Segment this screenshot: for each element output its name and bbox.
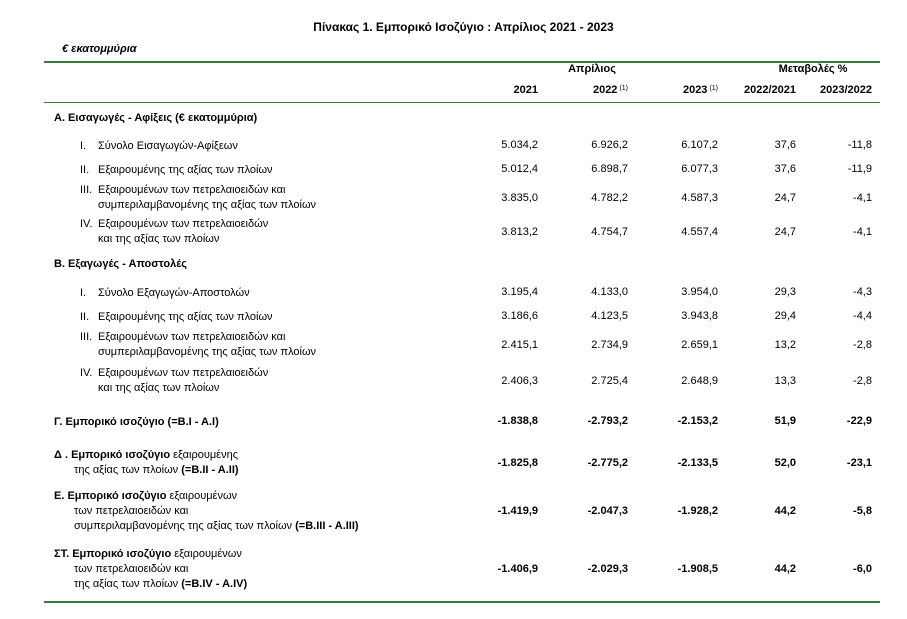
change-2022-2021: 24,7 — [774, 192, 796, 204]
value-2021: 3.195,4 — [501, 286, 538, 298]
row-number: III. — [80, 331, 93, 343]
bottom-rule — [44, 601, 880, 603]
value-2023: -2.153,2 — [677, 415, 718, 427]
balance-label-line3 — [54, 520, 359, 532]
row-label — [80, 183, 316, 213]
value-2023: 2.648,9 — [681, 375, 718, 387]
value-2022: -2.029,3 — [587, 563, 628, 575]
row-label-line1: Εξαιρουμένης της αξίας των πλοίων — [98, 311, 273, 323]
footnote-mark: (1) — [709, 85, 718, 92]
row-label-line2: και της αξίας των πλοίων — [98, 382, 220, 394]
value-2021: 3.813,2 — [501, 226, 538, 238]
change-2022-2021: 29,4 — [774, 310, 796, 322]
section-b-title: Β. Εξαγωγές - Αποστολές — [54, 258, 187, 270]
balance-label-line3-text: συμπεριλαμβανομένης της αξίας των πλοίων — [74, 520, 296, 532]
header-rule — [44, 102, 880, 103]
value-2023: -2.133,5 — [677, 457, 718, 469]
balance-label — [54, 489, 359, 534]
balance-label-line2-text: των πετρελαιοειδών και — [74, 505, 189, 517]
row-label-line2: συμπεριλαμβανομένης της αξίας των πλοίων — [98, 346, 317, 358]
change-2023-2022: -22,9 — [846, 415, 872, 427]
balance-label-line2 — [54, 563, 188, 575]
balance-label-line2-bold: (=B.II - A.II) — [181, 464, 239, 476]
value-2022: 6.926,2 — [591, 139, 628, 151]
value-2022: 4.133,0 — [591, 286, 628, 298]
value-2023: 4.587,3 — [681, 192, 718, 204]
value-2021: 5.012,4 — [501, 163, 538, 175]
balance-label — [54, 415, 219, 430]
balance-label-line3-text: της αξίας των πλοίων — [74, 578, 182, 590]
row-number: IV. — [80, 218, 93, 230]
change-2022-2021: 52,0 — [774, 457, 796, 469]
change-2023-2022: -23,1 — [846, 457, 872, 469]
value-2023: 4.557,4 — [681, 226, 718, 238]
value-2023: 3.943,8 — [681, 310, 718, 322]
change-2023-2022: -4,4 — [853, 310, 872, 322]
change-2023-2022: -11,9 — [847, 163, 872, 175]
units-label: € εκατομμύρια — [62, 43, 137, 55]
header-changes: Μεταβολές % — [778, 63, 848, 75]
balance-label-line2 — [54, 464, 239, 476]
row-label — [80, 217, 268, 247]
change-2023-2022: -2,8 — [853, 339, 872, 351]
value-2022: 4.123,5 — [591, 310, 628, 322]
row-label-line1: Εξαιρουμένων των πετρελαιοειδών — [98, 218, 269, 230]
header-change-2022-2021: 2022/2021 — [744, 84, 796, 96]
value-2021: 3.186,6 — [501, 310, 538, 322]
balance-label-line2 — [54, 505, 188, 517]
value-2023: 3.954,0 — [681, 286, 718, 298]
header-change-2023-2022: 2023/2022 — [820, 84, 872, 96]
value-2021: -1.419,9 — [497, 505, 538, 517]
row-number: IV. — [80, 367, 93, 379]
balance-label-rest: εξαιρουμένων — [166, 490, 238, 502]
change-2023-2022: -6,0 — [853, 563, 872, 575]
balance-label-line3 — [54, 578, 247, 590]
value-2022: 2.734,9 — [591, 339, 628, 351]
value-2022: -2.775,2 — [587, 457, 628, 469]
change-2022-2021: 44,2 — [774, 505, 796, 517]
change-2022-2021: 24,7 — [774, 226, 796, 238]
value-2021: 2.415,1 — [501, 339, 538, 351]
row-number: I. — [80, 287, 87, 299]
header-2022: 2022 $^{(1)}$ — [592, 84, 628, 96]
change-2022-2021: 37,6 — [774, 139, 796, 151]
value-2021: -1.406,9 — [497, 563, 538, 575]
table-title: Πίνακας 1. Εμπορικό Ισοζύγιο : Απρίλιος 2021 - 2023 — [313, 20, 614, 34]
value-2023: 6.077,3 — [681, 163, 718, 175]
change-2023-2022: -11,8 — [847, 139, 872, 151]
row-label-line1: Εξαιρουμένης της αξίας των πλοίων — [98, 164, 273, 176]
row-number: II. — [80, 311, 90, 323]
balance-label-line2-text: των πετρελαιοειδών και — [74, 563, 189, 575]
row-label-line1: Εξαιρουμένων των πετρελαιοειδών — [98, 367, 269, 379]
value-2022: -2.047,3 — [587, 505, 628, 517]
change-2022-2021: 51,9 — [774, 415, 796, 427]
value-2021: 5.034,2 — [501, 139, 538, 151]
row-number: I. — [80, 140, 87, 152]
header-2023: 2023 $^{(1)}$ — [682, 84, 718, 96]
value-2021: 2.406,3 — [501, 375, 538, 387]
value-2023: 2.659,1 — [681, 339, 718, 351]
row-label — [80, 163, 273, 178]
value-2022: 4.754,7 — [591, 226, 628, 238]
value-2022: -2.793,2 — [587, 415, 628, 427]
row-label — [80, 310, 273, 325]
row-number: III. — [80, 184, 93, 196]
row-label — [80, 286, 250, 301]
value-2021: 3.835,0 — [501, 192, 538, 204]
balance-label-line3-bold: (=B.IV - A.IV) — [181, 578, 248, 590]
row-number: II. — [80, 164, 90, 176]
balance-label-bold: ΣΤ. Εμπορικό ισοζύγιο — [54, 548, 172, 560]
balance-label-line2-text: της αξίας των πλοίων — [74, 464, 182, 476]
row-label — [80, 330, 316, 360]
row-label — [80, 139, 238, 154]
header-april: Απρίλιος — [568, 63, 616, 75]
change-2023-2022: -4,1 — [853, 226, 872, 238]
change-2022-2021: 44,2 — [774, 563, 796, 575]
balance-label-line3-bold: (=B.III - A.III) — [295, 520, 359, 532]
balance-label-bold: Γ. Εμπορικό ισοζύγιο (=B.I - A.I) — [54, 416, 219, 428]
value-2023: -1.908,5 — [677, 563, 718, 575]
change-2022-2021: 29,3 — [774, 286, 796, 298]
value-2022: 2.725,4 — [591, 375, 628, 387]
value-2023: -1.928,2 — [677, 505, 718, 517]
row-label — [80, 366, 268, 396]
section-a-title: Α. Εισαγωγές - Αφίξεις (€ εκατομμύρια) — [54, 112, 258, 124]
change-2023-2022: -4,3 — [853, 286, 872, 298]
balance-label-bold: Ε. Εμπορικό ισοζύγιο — [54, 490, 167, 502]
value-2022: 6.898,7 — [591, 163, 628, 175]
change-2022-2021: 37,6 — [774, 163, 796, 175]
balance-label-rest: εξαιρουμένης — [170, 449, 238, 461]
top-rule — [44, 61, 880, 63]
balance-label-rest: εξαιρουμένων — [171, 548, 242, 560]
row-label-line1: Σύνολο Εξαγωγών-Αποστολών — [98, 287, 250, 299]
balance-label — [54, 547, 247, 592]
row-label-line1: Εξαιρουμένων των πετρελαιοειδών και — [98, 331, 286, 343]
change-2023-2022: -2,8 — [853, 375, 872, 387]
change-2023-2022: -4,1 — [853, 192, 872, 204]
value-2021: -1.838,8 — [497, 415, 538, 427]
change-2023-2022: -5,8 — [853, 505, 872, 517]
value-2022: 4.782,2 — [591, 192, 628, 204]
header-2021: 2021 — [513, 84, 538, 96]
row-label-line2: συμπεριλαμβανομένης της αξίας των πλοίων — [98, 199, 317, 211]
row-label-line1: Εξαιρουμένων των πετρελαιοειδών και — [98, 184, 286, 196]
footnote-mark: (1) — [619, 85, 628, 92]
change-2022-2021: 13,3 — [774, 375, 796, 387]
change-2022-2021: 13,2 — [774, 339, 796, 351]
row-label-line1: Σύνολο Εισαγωγών-Αφίξεων — [98, 140, 238, 152]
balance-label-bold: Δ . Εμπορικό ισοζύγιο — [54, 449, 171, 461]
value-2023: 6.107,2 — [681, 139, 718, 151]
balance-label — [54, 448, 239, 478]
value-2021: -1.825,8 — [497, 457, 538, 469]
row-label-line2: και της αξίας των πλοίων — [98, 233, 220, 245]
